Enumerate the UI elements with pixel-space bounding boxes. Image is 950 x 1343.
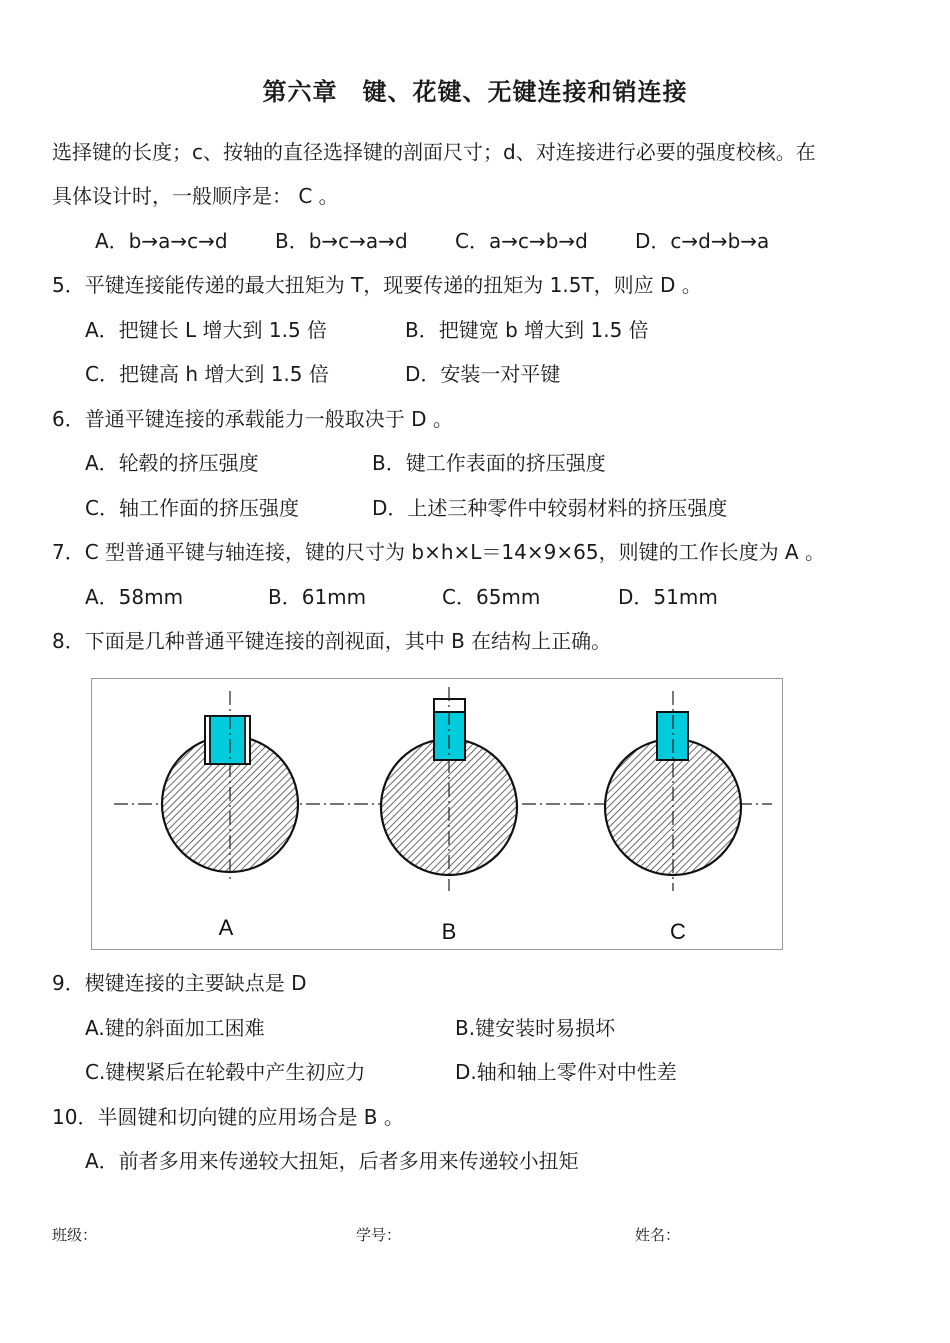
q9-stem: 9．楔键连接的主要缺点是 D — [52, 971, 307, 995]
footer-class: 班级： — [52, 1226, 98, 1244]
q5-option-b: B．把键宽 b 增大到 1.5 倍 — [405, 318, 649, 342]
intro-option-b: B．b→c→a→d — [275, 229, 408, 253]
q10-option-a: A．前者多用来传递较大扭矩，后者多用来传递较小扭矩 — [85, 1149, 579, 1173]
q5-option-a: A．把键长 L 增大到 1.5 倍 — [85, 318, 328, 342]
q8-stem: 8．下面是几种普通平键连接的剖视面，其中 B 在结构上正确。 — [52, 629, 612, 653]
page-title: 第六章 键、花键、无键连接和销连接 — [262, 78, 688, 106]
footer-name: 姓名： — [635, 1226, 681, 1244]
q7-option-a: A．58mm — [85, 585, 184, 609]
q6-option-d: D．上述三种零件中较弱材料的挤压强度 — [372, 496, 728, 520]
label-b: B — [441, 919, 457, 944]
q5-stem: 5．平键连接能传递的最大扭矩为 T，现要传递的扭矩为 1.5T，则应 D 。 — [52, 273, 702, 297]
label-a: A — [218, 915, 234, 940]
footer-student-id: 学号： — [356, 1226, 402, 1244]
q7-stem: 7．C 型普通平键与轴连接，键的尺寸为 b×h×L＝14×9×65，则键的工作长度为 A 。 — [52, 540, 825, 564]
q10-stem: 10．半圆键和切向键的应用场合是 B 。 — [52, 1105, 404, 1129]
q5-option-c: C．把键高 h 增大到 1.5 倍 — [85, 362, 329, 386]
q7-option-d: D．51mm — [618, 585, 718, 609]
intro-option-c: C．a→c→b→d — [455, 229, 588, 253]
intro-line-2: 具体设计时，一般顺序是： C 。 — [52, 184, 339, 208]
key-section-figure — [91, 678, 783, 950]
key-a — [210, 716, 245, 764]
section-b — [381, 687, 517, 891]
q9-option-a: A.键的斜面加工困难 — [85, 1016, 265, 1040]
label-c: C — [670, 919, 686, 944]
section-c — [605, 691, 741, 891]
intro-option-d: D．c→d→b→a — [635, 229, 770, 253]
q9-option-b: B.键安装时易损坏 — [455, 1016, 616, 1040]
q9-option-d: D.轴和轴上零件对中性差 — [455, 1060, 677, 1084]
intro-line-1: 选择键的长度；c、按轴的直径选择键的剖面尺寸；d、对连接进行必要的强度校核。在 — [52, 140, 816, 164]
q6-option-b: B．键工作表面的挤压强度 — [372, 451, 606, 475]
section-a — [162, 691, 298, 879]
q6-stem: 6．普通平键连接的承载能力一般取决于 D 。 — [52, 407, 453, 431]
key-section-diagram — [92, 679, 782, 949]
q5-option-d: D．安装一对平键 — [405, 362, 561, 386]
q9-option-c: C.键楔紧后在轮毂中产生初应力 — [85, 1060, 366, 1084]
q7-option-c: C．65mm — [442, 585, 541, 609]
q7-option-b: B．61mm — [268, 585, 367, 609]
intro-option-a: A．b→a→c→d — [95, 229, 228, 253]
q6-option-c: C．轴工作面的挤压强度 — [85, 496, 299, 520]
q6-option-a: A．轮毂的挤压强度 — [85, 451, 259, 475]
